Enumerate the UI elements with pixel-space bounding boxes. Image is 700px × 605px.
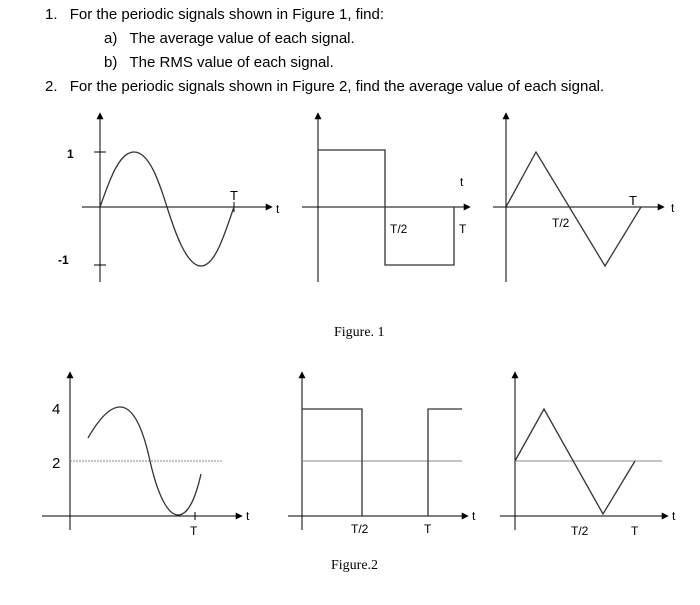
figure2-triangle-label-T: T (631, 524, 639, 538)
figure1-triangle-wave (506, 152, 641, 266)
figure1-triangle-plot (493, 113, 675, 282)
figure2-sine-label-t: t (246, 509, 250, 523)
figure2-triangle-plot (500, 372, 676, 538)
figure2-square-wave (302, 409, 462, 516)
question-1b-letter: b) (104, 54, 118, 71)
figure1-sine-curve (100, 152, 234, 266)
figure2-caption: Figure.2 (331, 558, 379, 573)
figure1-sine-plot (58, 113, 280, 282)
question-2-number: 2. (45, 78, 58, 95)
figure1-label-y-minus-one: -1 (58, 253, 69, 267)
question-1b-text: The RMS value of each signal. (129, 54, 334, 71)
question-1a-text: The average value of each signal. (129, 30, 355, 47)
figure1-triangle-label-T: T (629, 193, 637, 208)
figure2-sine-label-T: T (190, 524, 198, 538)
figure1-square-plot (302, 113, 470, 282)
question-2-text: For the periodic signals shown in Figure 2, find the average value of each signal. (69, 78, 605, 95)
figure2-square-plot (288, 372, 476, 536)
figure1-square-label-t: t (460, 175, 464, 189)
figure1-sine-label-t: t (276, 202, 280, 216)
figure2-triangle-label-half: T/2 (571, 524, 589, 538)
figure2-label-y-four: 4 (52, 401, 61, 418)
question-1a-letter: a) (104, 30, 118, 47)
figure2-triangle-label-t: t (672, 509, 676, 523)
figure2-square-label-T: T (424, 522, 432, 536)
figure1-triangle-label-half: T/2 (552, 216, 570, 230)
question-1-text: For the periodic signals shown in Figure 1, find: (69, 6, 385, 23)
figure1-triangle-label-t: t (671, 201, 675, 215)
figure1-label-y-one: 1 (67, 147, 74, 161)
figure2-sine-plot (42, 372, 250, 538)
figure2-label-y-two: 2 (52, 455, 61, 472)
figure2-square-label-t: t (472, 509, 476, 523)
figure1-square-label-half: T/2 (390, 222, 408, 236)
figure1-sine-label-T: T (230, 188, 238, 203)
figure1-caption: Figure. 1 (334, 325, 385, 340)
figure1-square-label-T: T (459, 222, 467, 236)
question-1-number: 1. (45, 6, 58, 23)
figure2-square-label-half: T/2 (351, 522, 369, 536)
